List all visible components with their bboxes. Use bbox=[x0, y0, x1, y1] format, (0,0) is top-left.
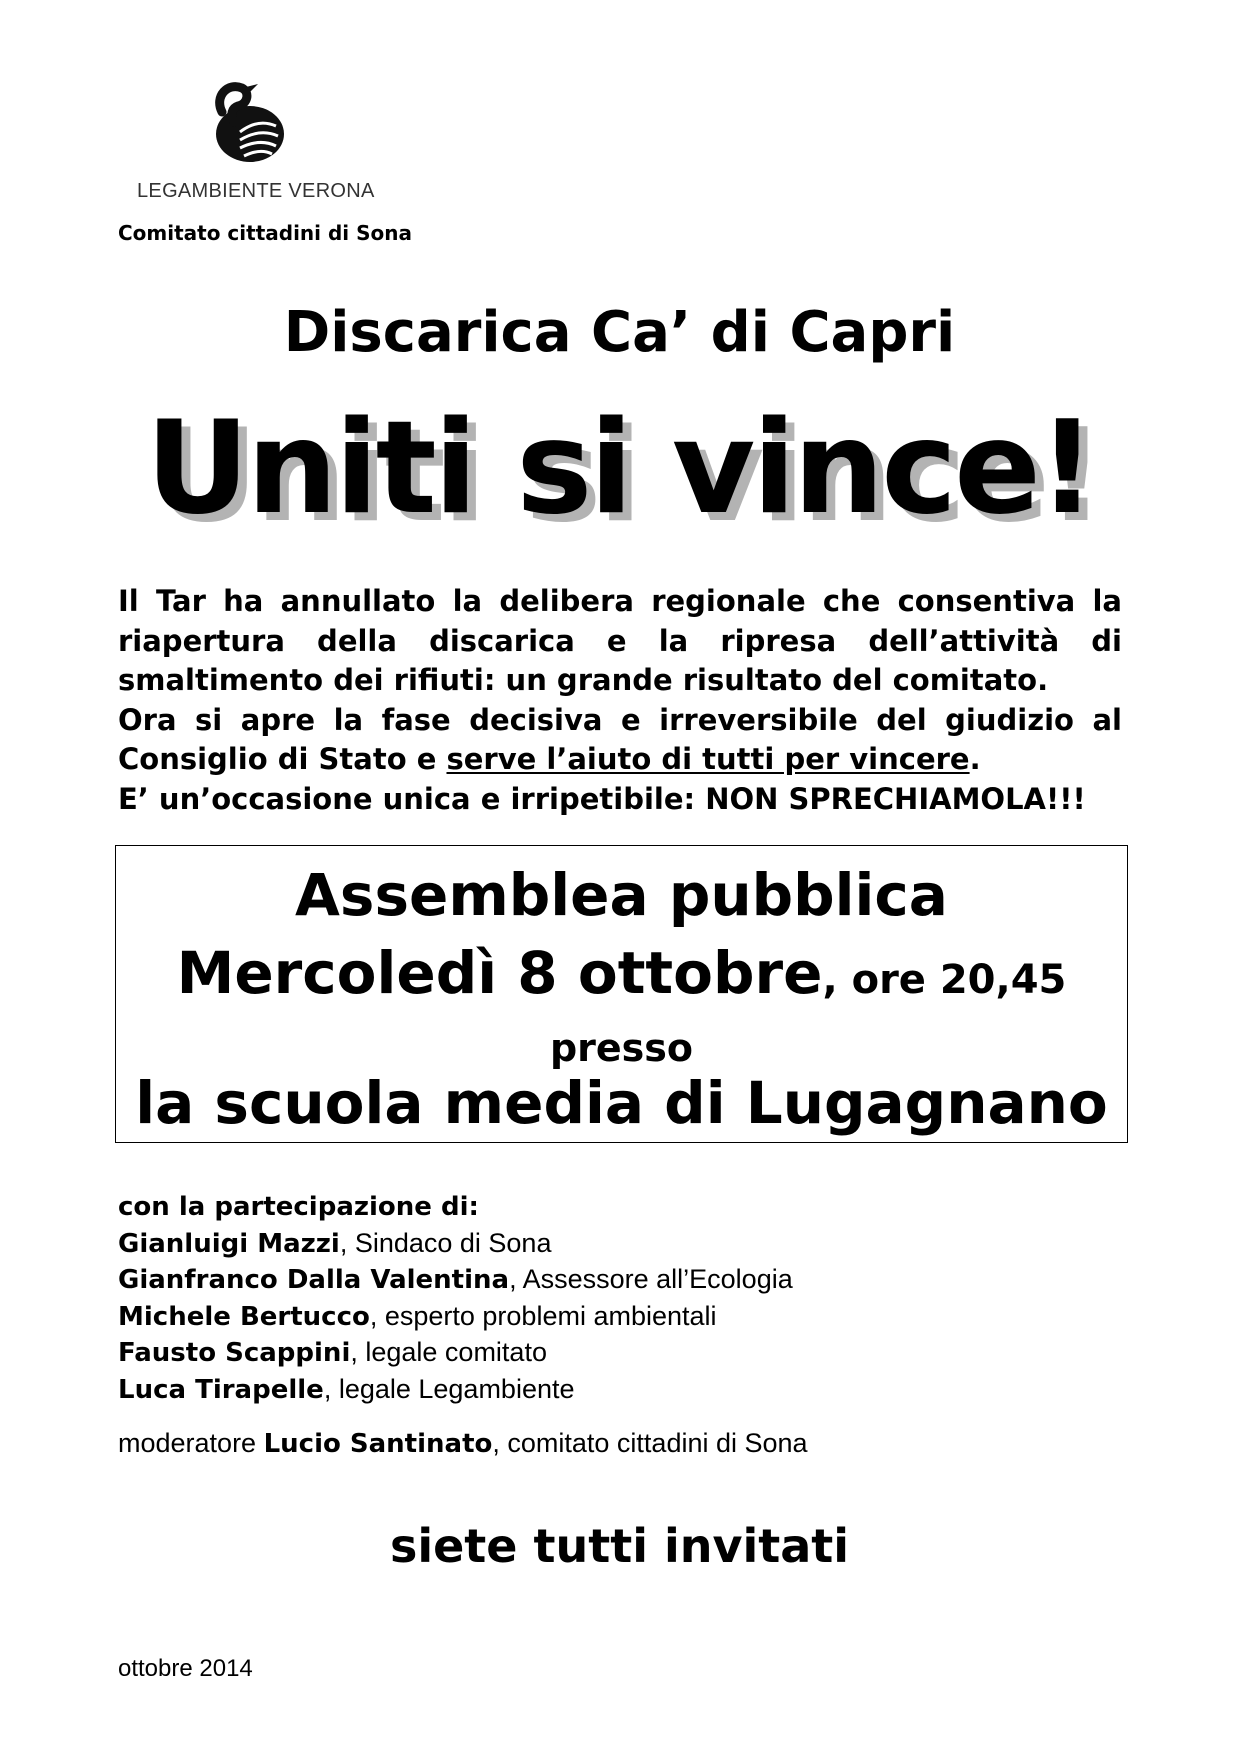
list-item bbox=[118, 1372, 793, 1409]
event-day: Mercoledì 8 ottobre bbox=[176, 939, 823, 1007]
participant-role: , Sindaco di Sona bbox=[339, 1227, 552, 1258]
intro-paragraph bbox=[118, 582, 1122, 819]
participant-role: , legale Legambiente bbox=[323, 1373, 575, 1404]
participant-name: Luca Tirapelle bbox=[118, 1374, 324, 1405]
organization-name: LEGAMBIENTE VERONA bbox=[137, 180, 375, 202]
participant-name: Gianfranco Dalla Valentina bbox=[118, 1265, 510, 1295]
list-item bbox=[118, 1262, 793, 1299]
participant-role: , Assessore all’Ecologia bbox=[509, 1264, 793, 1294]
invite-text: siete tutti invitati bbox=[389, 1519, 850, 1573]
intro-line: riapertura della discarica e la ripresa dell’attività di bbox=[118, 623, 1122, 658]
moderator-role: , comitato cittadini di Sona bbox=[492, 1428, 808, 1458]
participants-heading: con la partecipazione di: bbox=[118, 1192, 479, 1222]
intro-line: smaltimento dei rifiuti: un grande risultato del comitato. bbox=[118, 663, 1049, 697]
intro-line bbox=[118, 740, 1122, 780]
event-title: Assemblea pubblica bbox=[295, 861, 948, 929]
moderator-line bbox=[118, 1428, 808, 1459]
participant-role: , legale comitato bbox=[350, 1337, 547, 1367]
intro-text: Consiglio di Stato e bbox=[118, 742, 447, 776]
participant-name: Gianluigi Mazzi bbox=[118, 1228, 340, 1259]
footer-date: ottobre 2014 bbox=[118, 1655, 253, 1682]
participants-list bbox=[118, 1190, 793, 1408]
intro-line: Ora si apre la fase decisiva e irreversibile del giudizio al bbox=[118, 702, 1122, 737]
event-box bbox=[115, 845, 1128, 1143]
list-item bbox=[118, 1226, 793, 1263]
headline: Uniti si vince! bbox=[145, 394, 1094, 543]
intro-text: . bbox=[969, 742, 981, 776]
event-time: , ore 20,45 bbox=[822, 957, 1067, 1003]
participant-role: , esperto problemi ambientali bbox=[369, 1300, 717, 1331]
committee-name: Comitato cittadini di Sona bbox=[118, 221, 413, 245]
intro-line: Il Tar ha annullato la delibera regionale che consentiva la bbox=[118, 584, 1122, 618]
participant-name: Fausto Scappini bbox=[118, 1338, 351, 1368]
event-date bbox=[116, 939, 1127, 1007]
moderator-prefix: moderatore bbox=[118, 1428, 264, 1458]
underlined-text: serve l’aiuto di tutti per vincere bbox=[446, 742, 970, 776]
event-presso: presso bbox=[549, 1026, 694, 1070]
list-item bbox=[118, 1299, 793, 1336]
event-venue: la scuola media di Lugagnano bbox=[135, 1069, 1108, 1137]
swan-icon bbox=[210, 82, 286, 164]
participant-name: Michele Bertucco bbox=[118, 1301, 370, 1332]
list-item bbox=[118, 1335, 793, 1372]
moderator-name: Lucio Santinato bbox=[263, 1429, 493, 1459]
subtitle: Discarica Ca’ di Capri bbox=[283, 300, 956, 365]
intro-line: E’ un’occasione unica e irripetibile: NON SPRECHIAMOLA!!! bbox=[118, 781, 1086, 816]
